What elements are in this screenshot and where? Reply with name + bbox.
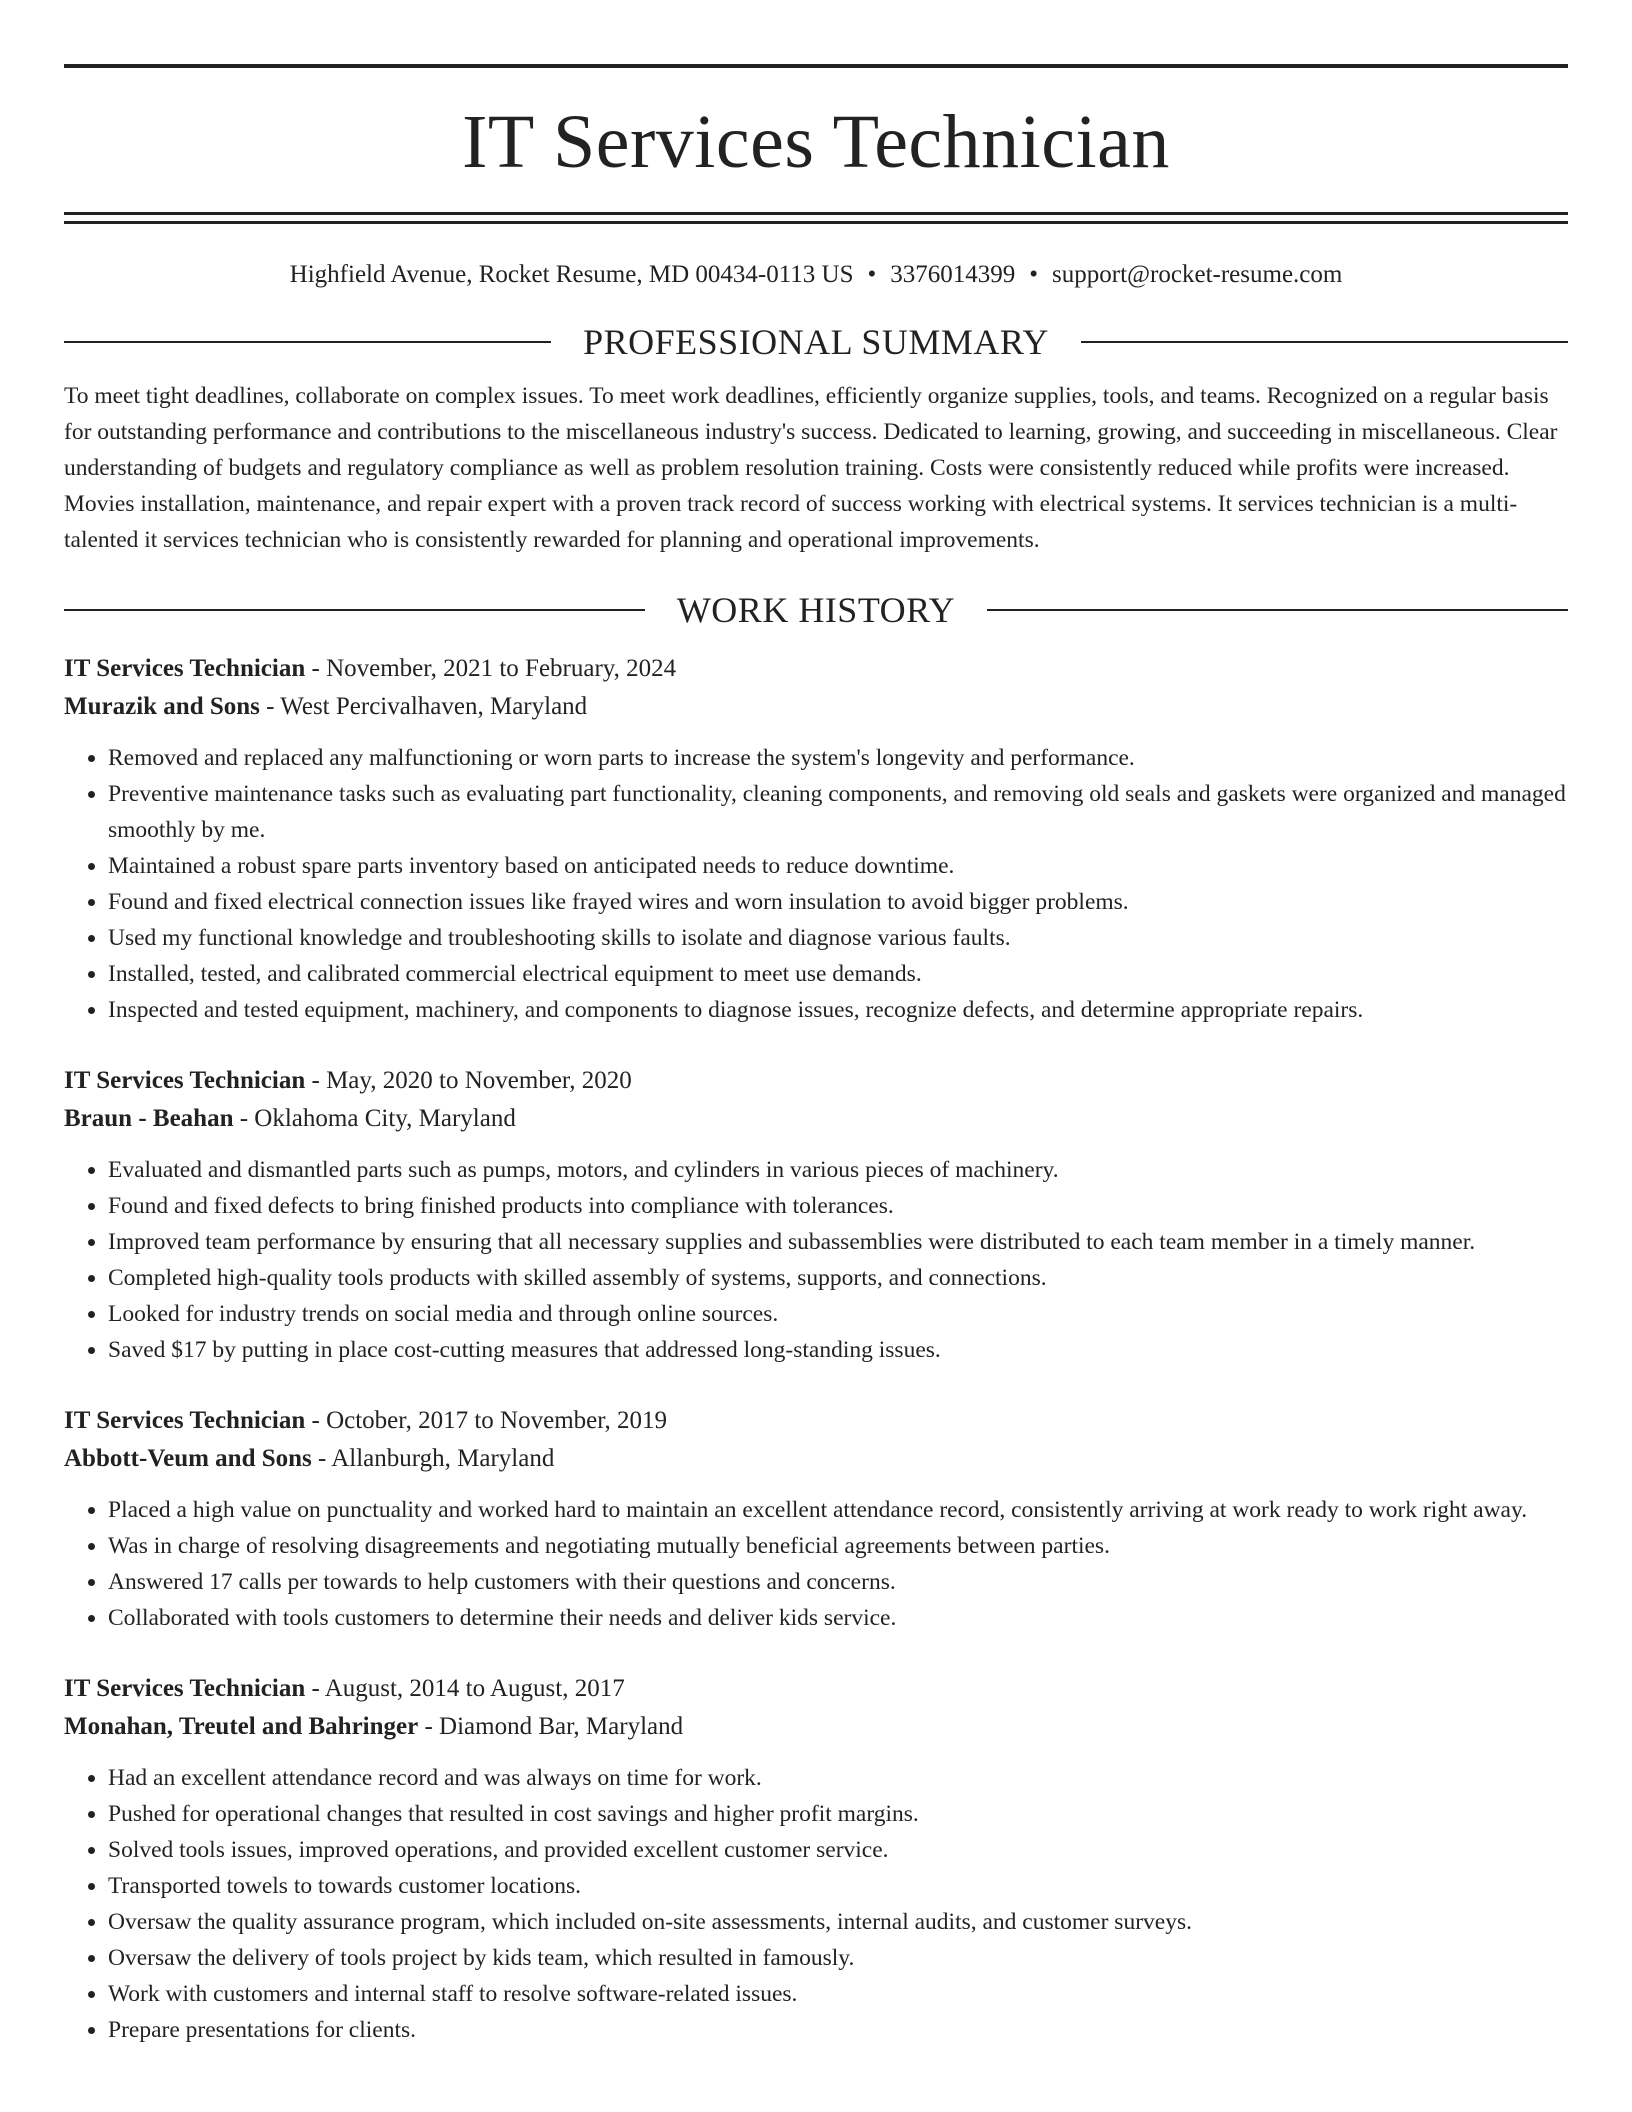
work-history-list: [64, 650, 1568, 2048]
job-bullet: • Pushed for operational changes that resulted in cost savings and higher profit margins.: [108, 1796, 1568, 1832]
summary-heading: PROFESSIONAL SUMMARY: [583, 322, 1049, 362]
contact-separator: •: [1029, 261, 1039, 288]
job-bullet: • Installed, tested, and calibrated commercial electrical equipment to meet use demands.: [108, 956, 1568, 992]
job-title-line: [64, 1402, 1568, 1440]
job-title: IT Services Technician: [64, 1675, 306, 1702]
title-double-rule: [64, 212, 1568, 224]
job-company-line: [64, 1100, 1568, 1138]
job-bullet: • Placed a high value on punctuality and worked hard to maintain an excellent attendance record, consistently arriving at work ready to work right away.: [108, 1492, 1568, 1528]
job-location: - Oklahoma City, Maryland: [233, 1105, 516, 1132]
job-bullet: • Completed high-quality tools products with skilled assembly of systems, supports, and connections.: [108, 1260, 1568, 1296]
job-bullet: • Preventive maintenance tasks such as evaluating part functionality, cleaning components, and removing old seals and gaskets were organized and managed smoothly by me.: [108, 776, 1568, 848]
summary-section-header: [64, 324, 1568, 360]
job-company: Monahan, Treutel and Bahringer: [64, 1713, 419, 1740]
job-entry: [64, 1670, 1568, 2048]
work-history-heading: WORK HISTORY: [676, 590, 956, 630]
job-bullet: • Collaborated with tools customers to determine their needs and deliver kids service.: [108, 1600, 1568, 1636]
job-bullet: • Maintained a robust spare parts inventory based on anticipated needs to reduce downtime.: [108, 848, 1568, 884]
job-bullet: • Solved tools issues, improved operations, and provided excellent customer service.: [108, 1832, 1568, 1868]
job-company-line: [64, 688, 1568, 726]
contact-email: support@rocket-resume.com: [1052, 261, 1343, 288]
contact-separator: •: [867, 261, 877, 288]
job-bullet: • Oversaw the delivery of tools project by kids team, which resulted in famously.: [108, 1940, 1568, 1976]
contact-line: [64, 260, 1568, 290]
work-history-section-header: [64, 592, 1568, 628]
job-bullet-list: [64, 740, 1568, 1028]
contact-address: Highfield Avenue, Rocket Resume, MD 00434-0113 US: [289, 261, 854, 288]
job-dates: - October, 2017 to November, 2019: [305, 1407, 668, 1434]
resume-title: IT Services Technician: [462, 100, 1170, 184]
job-bullet: • Improved team performance by ensuring that all necessary supplies and subassemblies were distributed to each team member in a timely manner.: [108, 1224, 1568, 1260]
summary-text: To meet tight deadlines, collaborate on complex issues. To meet work deadlines, efficiently organize supplies, tools, and teams. Recognized on a regular basis for outstanding performance and contributions to the miscellaneous industry's success. Dedicated to learning, growing, and succeeding in miscellaneous. Clear understanding of budgets and regulatory compliance as well as problem resolution training. Costs were consistently reduced while profits were increased. Movies installation, maintenance, and repair expert with a proven track record of success working with electrical systems. It services technician is a multi-talented it services technician who is consistently rewarded for planning and operational improvements.: [64, 383, 1558, 553]
job-bullet: • Transported towels to towards customer locations.: [108, 1868, 1568, 1904]
job-entry: [64, 1402, 1568, 1636]
job-bullet: • Prepare presentations for clients.: [108, 2012, 1568, 2048]
job-bullet: • Work with customers and internal staff to resolve software-related issues.: [108, 1976, 1568, 2012]
job-bullet-list: [64, 1152, 1568, 1368]
job-location: - Allanburgh, Maryland: [311, 1445, 555, 1472]
job-entry: [64, 650, 1568, 1028]
job-bullet: • Was in charge of resolving disagreements and negotiating mutually beneficial agreements between parties.: [108, 1528, 1568, 1564]
job-bullet: • Removed and replaced any malfunctioning or worn parts to increase the system's longevity and performance.: [108, 740, 1568, 776]
job-dates: - May, 2020 to November, 2020: [305, 1067, 632, 1094]
job-title: IT Services Technician: [64, 1407, 306, 1434]
job-company-line: [64, 1708, 1568, 1746]
job-company: Murazik and Sons: [64, 693, 260, 720]
job-title-line: [64, 650, 1568, 688]
job-location: - West Percivalhaven, Maryland: [259, 693, 588, 720]
job-bullet: • Answered 17 calls per towards to help customers with their questions and concerns.: [108, 1564, 1568, 1600]
contact-phone: 3376014399: [890, 261, 1016, 288]
job-bullet-list: [64, 1760, 1568, 2048]
job-bullet: • Had an excellent attendance record and was always on time for work.: [108, 1760, 1568, 1796]
job-dates: - November, 2021 to February, 2024: [305, 655, 677, 682]
section-rule-right: [1081, 341, 1568, 343]
job-company: Braun - Beahan: [64, 1105, 234, 1132]
job-title: IT Services Technician: [64, 655, 306, 682]
resume-page: [64, 64, 1568, 2048]
job-title-line: [64, 1062, 1568, 1100]
job-bullet: • Found and fixed defects to bring finished products into compliance with tolerances.: [108, 1188, 1568, 1224]
job-title-line: [64, 1670, 1568, 1708]
job-bullet: • Saved $17 by putting in place cost-cutting measures that addressed long-standing issues.: [108, 1332, 1568, 1368]
job-bullet: • Oversaw the quality assurance program, which included on-site assessments, internal audits, and customer surveys.: [108, 1904, 1568, 1940]
job-bullet: • Evaluated and dismantled parts such as pumps, motors, and cylinders in various pieces of machinery.: [108, 1152, 1568, 1188]
section-rule-left: [64, 341, 551, 343]
job-bullet: • Inspected and tested equipment, machinery, and components to diagnose issues, recognize defects, and determine appropriate repairs.: [108, 992, 1568, 1028]
job-company: Abbott-Veum and Sons: [64, 1445, 312, 1472]
job-bullet-list: [64, 1492, 1568, 1636]
job-title: IT Services Technician: [64, 1067, 306, 1094]
job-entry: [64, 1062, 1568, 1368]
section-rule-right: [987, 609, 1568, 611]
job-location: - Diamond Bar, Maryland: [418, 1713, 684, 1740]
section-rule-left: [64, 609, 645, 611]
top-rule: [64, 64, 1568, 68]
job-dates: - August, 2014 to August, 2017: [305, 1675, 625, 1702]
job-company-line: [64, 1440, 1568, 1478]
job-bullet: • Used my functional knowledge and troubleshooting skills to isolate and diagnose various faults.: [108, 920, 1568, 956]
job-bullet: • Looked for industry trends on social media and through online sources.: [108, 1296, 1568, 1332]
job-bullet: • Found and fixed electrical connection issues like frayed wires and worn insulation to avoid bigger problems.: [108, 884, 1568, 920]
